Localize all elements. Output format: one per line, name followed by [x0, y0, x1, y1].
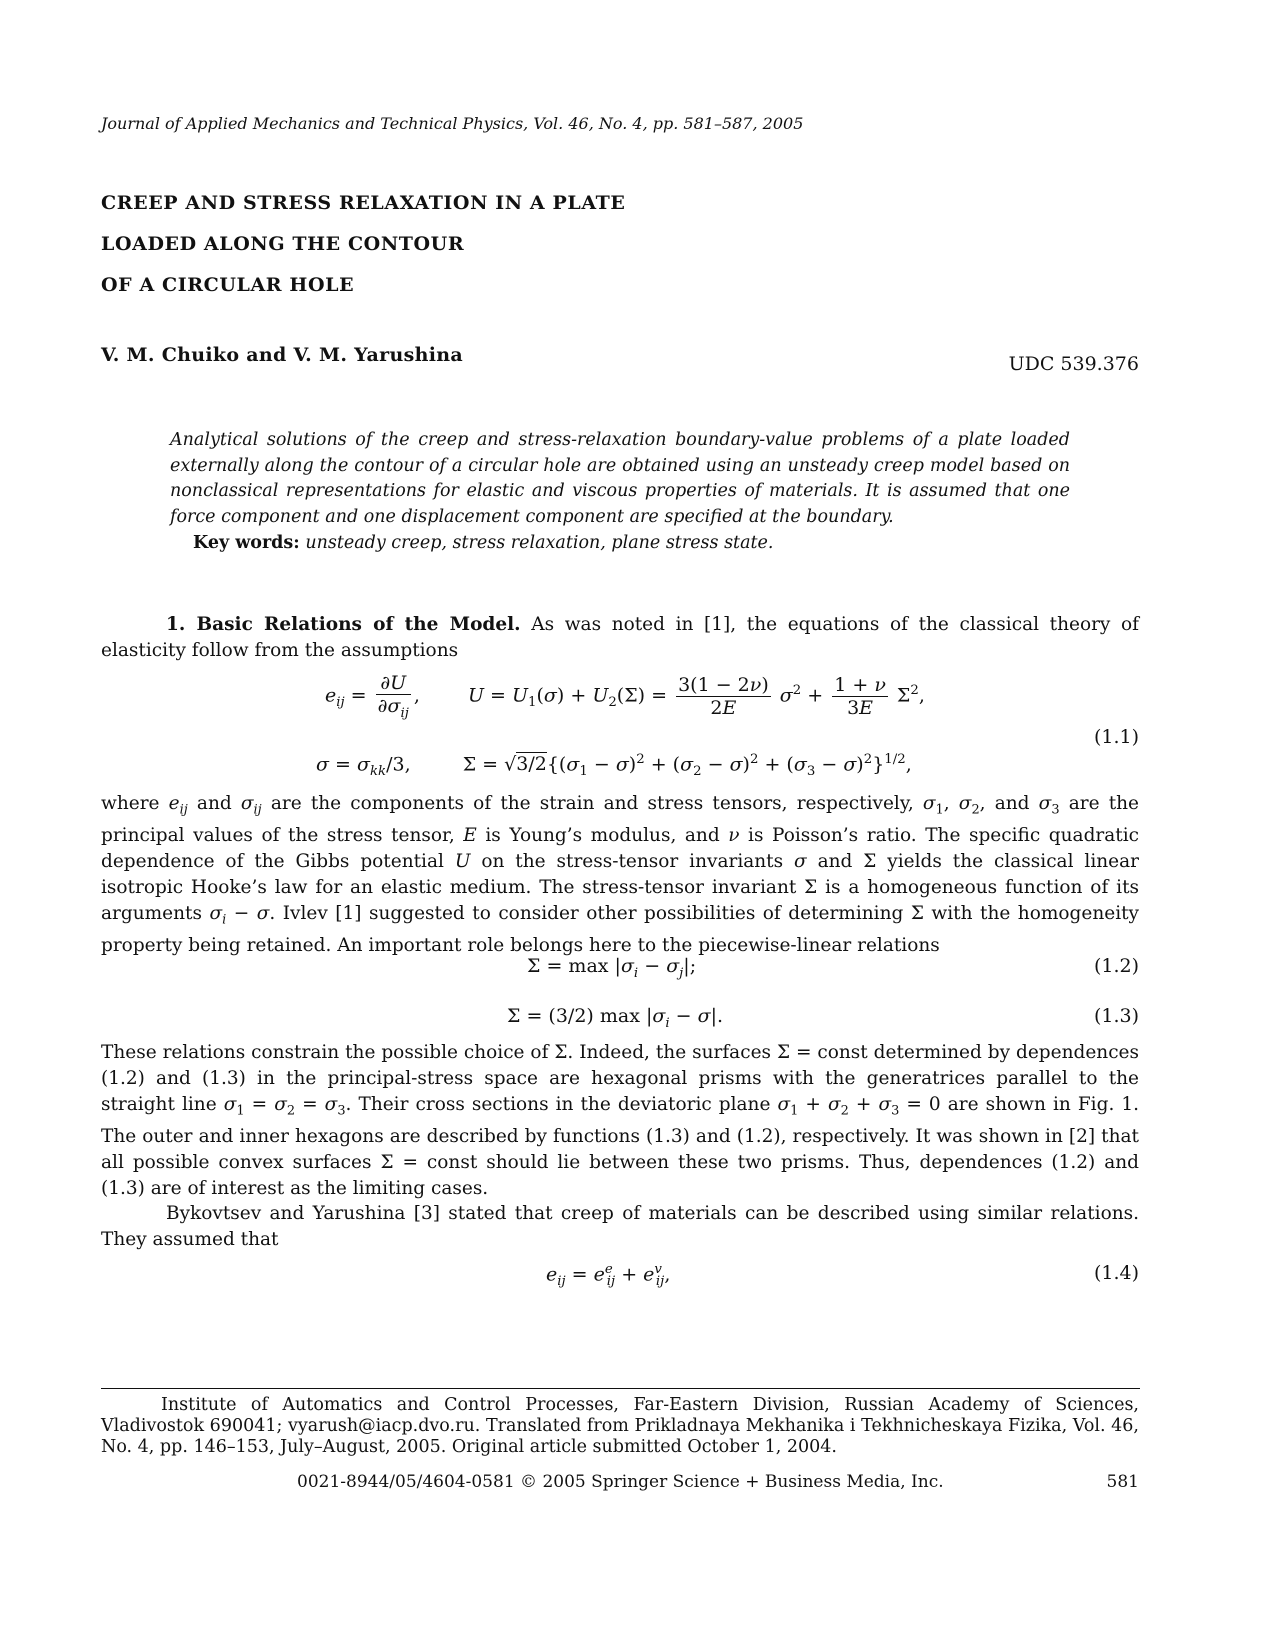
equation-1-2-number: (1.2): [1093, 955, 1139, 977]
paragraph-after-eq-1-1: where $e_{ij}$ and $\sigma_{ij}$ are the components of the strain and stress tensors, respectively, $\sigma_1$, $\sigma_2$, and $\sigma_3$ are the principal values of the stress tensor, E is Young’s modulus, and ν is Poisson’s ratio. The specific quadratic dependence of the Gibbs potential U on the stress-tensor invariants σ and Σ yields the classical linear isotropic Hooke’s law for an elastic medium. The stress-tensor invariant Σ is a homogeneous function of its arguments $\sigma_i - \sigma$. Ivlev [1] suggested to consider other possibilities of determining Σ with the homogeneity property being retained. An important role belongs here to the piecewise-linear relations: [101, 793, 1139, 957]
journal-header: Journal of Applied Mechanics and Technical Physics, Vol. 46, No. 4, pp. 581–587, 2005: [101, 114, 804, 133]
paragraph-bykovtsev: Bykovtsev and Yarushina [3] stated that creep of materials can be described using similar relations. They assumed that: [101, 1203, 1139, 1251]
keywords: [193, 533, 773, 553]
keywords-text: unsteady creep, stress relaxation, plane stress state.: [305, 533, 774, 553]
equation-1-1-row1: $e_{ij}$ = $\frac{\partial U}{\partial\sigma_{ij}}$ , $U = U_1(\sigma) + U_2(\Sigma)$ = $\frac{3(1 - 2\nu)}{2E}$ $\sigma^2$ + $\frac{1 + \nu}{3E}$ $\Sigma^2$,: [325, 672, 925, 721]
paragraph-after-eq-1-3: These relations constrain the possible choice of Σ. Indeed, the surfaces Σ = const determined by dependences (1.2) and (1.3) in the principal-stress space are hexagonal prisms with the generatrices parallel to the straight line $\sigma_1 = \sigma_2 = \sigma_3$. Their cross sections in the deviatoric plane $\sigma_1 + \sigma_2 + \sigma_3 = 0$ are shown in Fig. 1. The outer and inner hexagons are described by functions (1.3) and (1.2), respectively. It was shown in [2] that all possible convex surfaces Σ = const should lie between these two prisms. Thus, dependences (1.2) and (1.3) are of interest as the limiting cases. Bykovtsev and Yarushina [3] stated that creep of materials can be described using similar relations. They assumed that: [101, 1040, 1139, 1253]
equation-1-3: Σ = (3/2) $\max |\sigma_i - \sigma|$.: [507, 1005, 724, 1031]
page-number: 581: [1106, 1472, 1139, 1492]
udc-code: UDC 539.376: [1008, 353, 1139, 375]
footnote: [101, 1395, 1139, 1458]
section1-intro: [101, 612, 1139, 664]
footnote-rule: [101, 1388, 1140, 1389]
abstract-text: Analytical solutions of the creep and stress-relaxation boundary-value problems of a plate loaded externally along the contour of a circular hole are obtained using an unsteady creep model based on nonclassical representations for elastic and viscous properties of materials. It is assumed that one force component and one displacement component are specified at the boundary.: [170, 430, 1070, 527]
equation-1-4-number: (1.4): [1093, 1262, 1139, 1284]
equation-1-4: $e_{ij} = e^e_{ij} + e^v_{ij}$,: [546, 1262, 671, 1290]
footnote-text: Institute of Automatics and Control Processes, Far-Eastern Division, Russian Academy of Sciences, Vladivostok 690041; vyarush@iacp.dvo.ru. Translated from Prikladnaya Mekhanika i Tekhnicheskaya Fizika, Vol. 46, No. 4, pp. 146–153, July–August, 2005. Original article submitted October 1, 2004.: [101, 1395, 1139, 1457]
equation-1-1-row2: $\sigma = \sigma_{kk}/3$, $\Sigma = √3/2\{(\sigma_1 - \sigma)^2 + (\sigma_2 - \sigma)^2 + (\sigma_3 - \sigma)^2\}^{1/2}$,: [316, 752, 912, 780]
equation-1-3-number: (1.3): [1093, 1005, 1139, 1027]
authors: V. M. Chuiko and V. M. Yarushina: [101, 344, 463, 366]
section1-heading: 1. Basic Relations of the Model.: [166, 614, 521, 635]
title-line-3: OF A CIRCULAR HOLE: [101, 274, 355, 296]
abstract: [170, 428, 1070, 530]
keywords-label: Key words:: [193, 533, 300, 553]
footer-copyright: 0021-8944/05/4604-0581 © 2005 Springer Science + Business Media, Inc.: [297, 1472, 944, 1492]
section1-intro-text: As was noted in [1], the equations of the classical theory of elasticity follow from the assumptions: [101, 614, 1139, 661]
title-line-2: LOADED ALONG THE CONTOUR: [101, 233, 465, 255]
equation-1-1-number: (1.1): [1093, 726, 1139, 748]
equation-1-2: $\Sigma = \max |\sigma_i - \sigma_j|$;: [527, 955, 697, 981]
title-line-1: CREEP AND STRESS RELAXATION IN A PLATE: [101, 192, 626, 214]
